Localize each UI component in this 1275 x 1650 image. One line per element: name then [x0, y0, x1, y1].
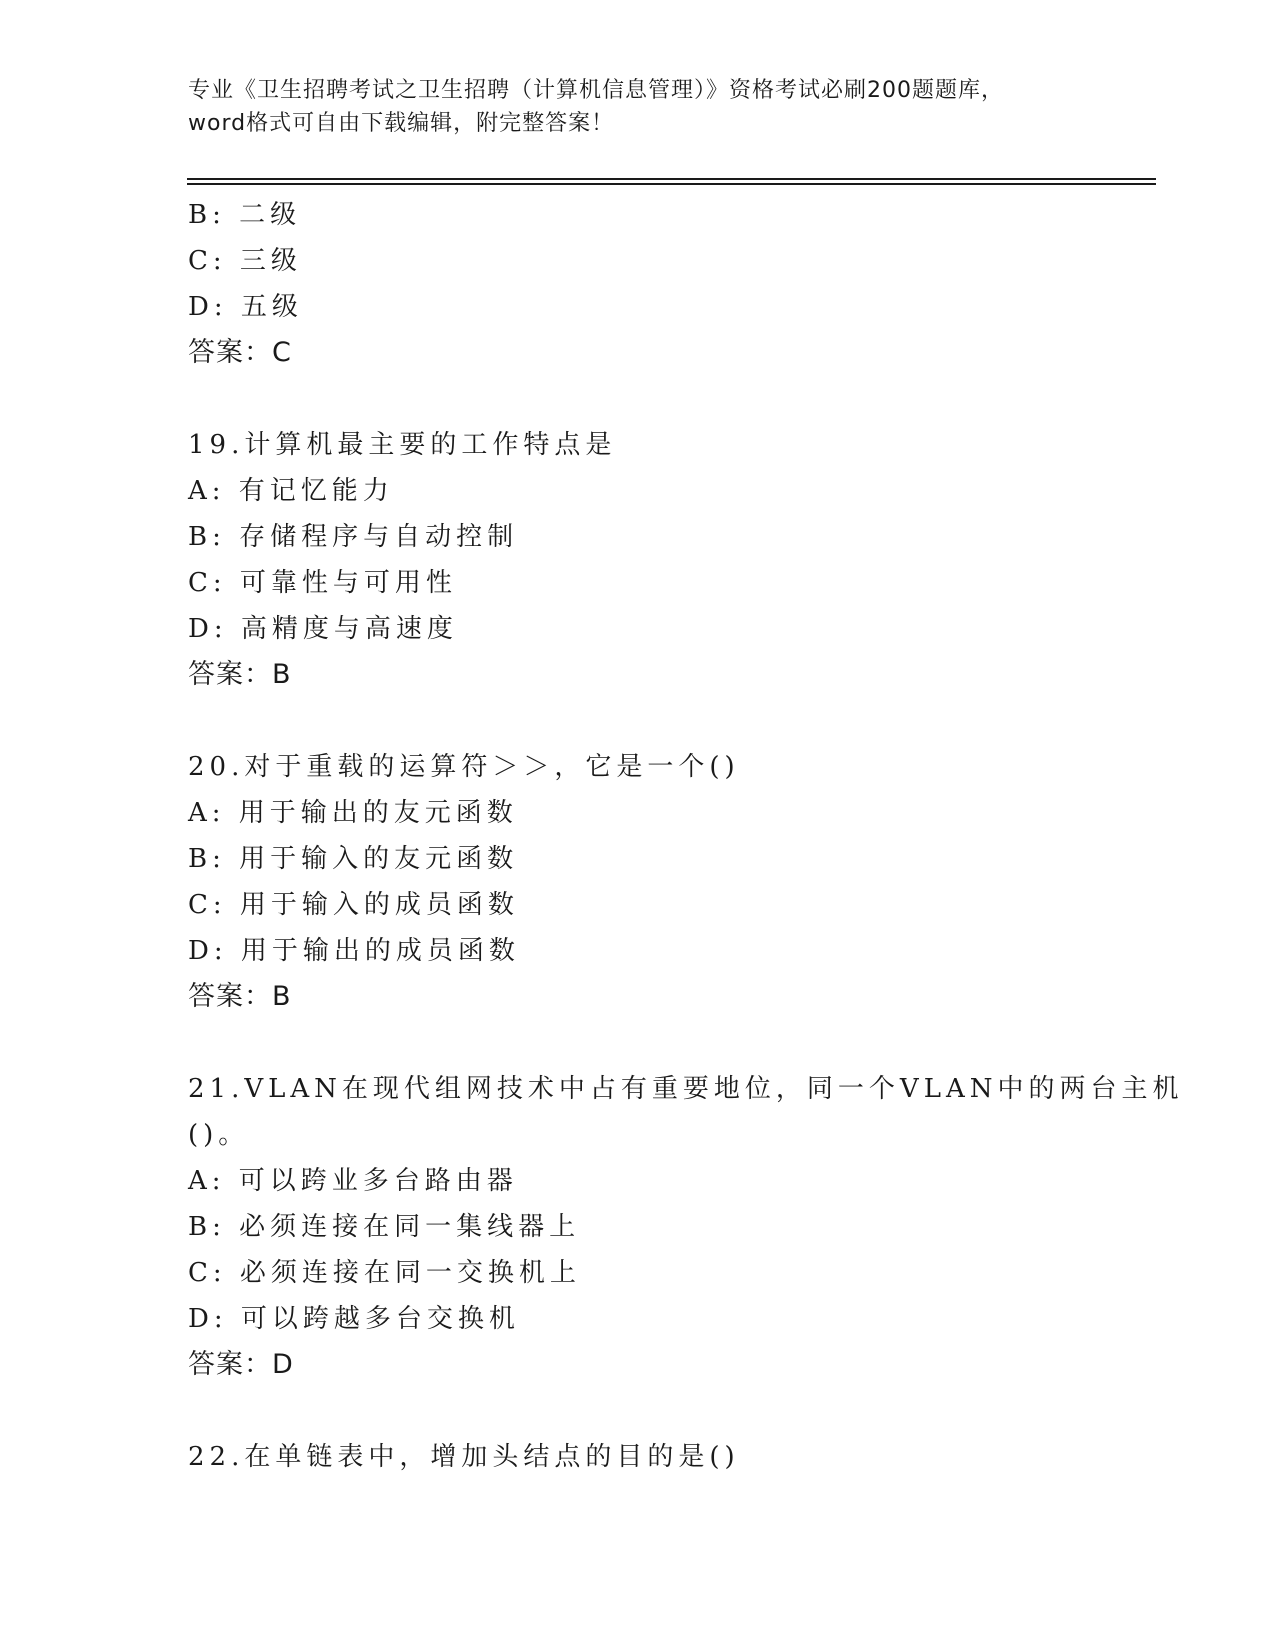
header-line-1: 专业《卫生招聘考试之卫生招聘（计算机信息管理）》资格考试必刷200题题库，	[188, 78, 1004, 103]
spacer	[188, 1388, 1088, 1434]
question-title-continued: ()。	[188, 1120, 250, 1150]
option-d: D: 高精度与高速度	[188, 614, 458, 644]
question-title: 20.对于重载的运算符＞＞，它是一个()	[188, 752, 740, 782]
option-c: C: 用于输入的成员函数	[188, 890, 519, 920]
question-block-19	[188, 422, 1088, 698]
option-b: B: 必须连接在同一集线器上	[188, 1212, 581, 1242]
question-list	[188, 192, 1184, 1480]
option-a: A: 用于输出的友元函数	[188, 798, 518, 828]
header-line-2: word格式可自由下载编辑，附完整答案！	[188, 111, 615, 136]
option-a: A: 可以跨业多台路由器	[188, 1166, 518, 1196]
question-block-21	[188, 1066, 1184, 1388]
spacer	[188, 1020, 1088, 1066]
answer-label: 答案：C	[188, 337, 292, 368]
option-a: A: 有记忆能力	[188, 476, 394, 506]
question-block-22	[188, 1434, 1088, 1480]
option-b: B: 存储程序与自动控制	[188, 522, 519, 552]
spacer	[188, 698, 1088, 744]
answer-label: 答案：B	[188, 659, 292, 690]
option-d: D: 用于输出的成员函数	[188, 936, 520, 966]
spacer	[188, 376, 1088, 422]
option-b: B: 用于输入的友元函数	[188, 844, 519, 874]
header-divider-bottom	[187, 183, 1156, 185]
option-b: B: 二级	[188, 200, 302, 230]
answer-label: 答案：B	[188, 981, 292, 1012]
option-c: C: 必须连接在同一交换机上	[188, 1258, 581, 1288]
question-title: 22.在单链表中，增加头结点的目的是()	[188, 1442, 740, 1472]
option-c: C: 三级	[188, 246, 302, 276]
answer-label: 答案：D	[188, 1349, 294, 1380]
document-header	[188, 74, 1088, 140]
option-d: D: 五级	[188, 292, 303, 322]
question-block-18	[188, 192, 1088, 376]
option-c: C: 可靠性与可用性	[188, 568, 457, 598]
question-title: 21.VLAN在现代组网技术中占有重要地位，同一个VLAN中的两台主机	[188, 1074, 1184, 1104]
question-title: 19.计算机最主要的工作特点是	[188, 430, 617, 460]
option-d: D: 可以跨越多台交换机	[188, 1304, 520, 1334]
header-divider-top	[187, 178, 1156, 180]
question-block-20	[188, 744, 1088, 1020]
